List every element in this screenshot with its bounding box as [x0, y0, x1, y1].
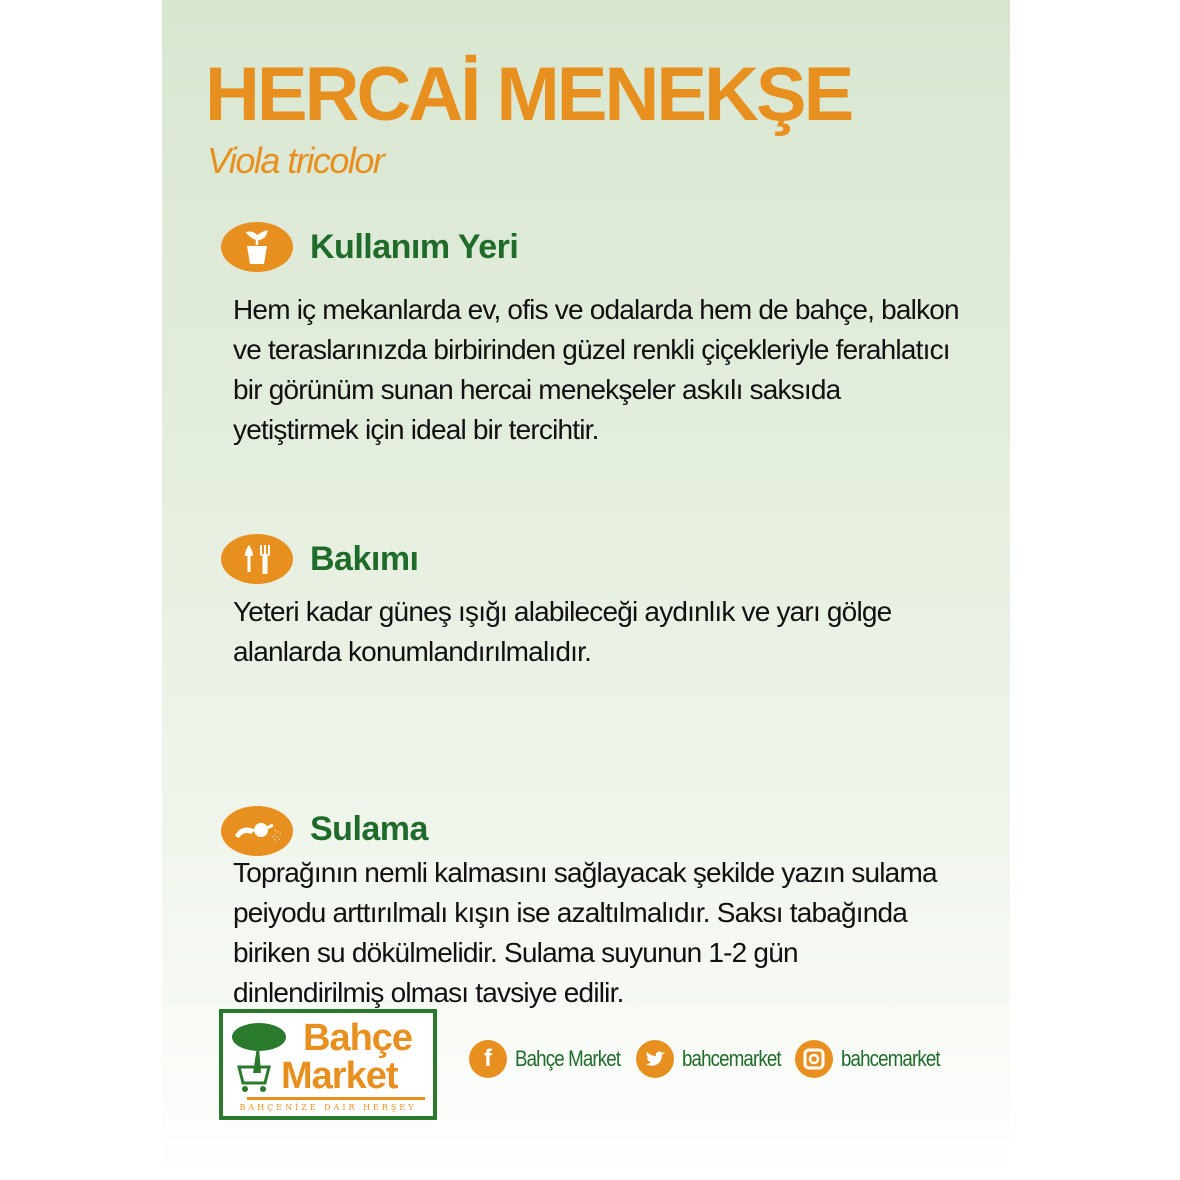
bahce-market-logo: [219, 1009, 437, 1120]
facebook-link[interactable]: [469, 1040, 639, 1078]
watering-icon: [221, 806, 293, 856]
logo-divider: [247, 1097, 425, 1100]
logo-text-bahce: Bahçe: [303, 1017, 413, 1059]
plant-pot-icon: [221, 222, 293, 272]
garden-tools-icon: [221, 534, 293, 584]
text-line: Hem iç mekanlarda ev, ofis ve odalarda hem de bahçe, balkon: [233, 294, 959, 325]
twitter-handle: bahcemarket: [682, 1046, 781, 1071]
twitter-link[interactable]: [636, 1040, 798, 1078]
text-line: Yeteri kadar güneş ışığı alabileceği aydınlık ve yarı gölge: [233, 596, 892, 627]
instagram-handle: bahcemarket: [841, 1046, 940, 1071]
text-line: Toprağının nemli kalmasını sağlayacak şekilde yazın sulama: [233, 857, 937, 888]
usage-text: [233, 290, 959, 450]
section-heading-care: Bakımı: [310, 540, 419, 578]
text-line: dinlendirilmiş olması tavsiye edilir.: [233, 977, 624, 1008]
facebook-icon: f: [469, 1040, 507, 1078]
text-line: ve teraslarınızda birbirinden güzel renkli çiçekleriyle ferahlatıcı: [233, 334, 950, 365]
tree-cart-icon: [229, 1019, 289, 1095]
logo-text-market: Market: [281, 1055, 398, 1097]
instagram-link[interactable]: [795, 1040, 957, 1078]
logo-tagline: BAHÇENİZE DAİR HERŞEY: [239, 1103, 417, 1112]
text-line: biriken su dökülmelidir. Sulama suyunun 1-2 gün: [233, 937, 798, 968]
watering-text: [233, 853, 937, 1013]
facebook-handle: Bahçe Market: [515, 1046, 621, 1071]
text-line: peiyodu arttırılmalı kışın ise azaltılmalıdır. Saksı tabağında: [233, 897, 908, 928]
text-line: alanlarda konumlandırılmalıdır.: [233, 636, 592, 667]
section-heading-usage: Kullanım Yeri: [310, 228, 519, 266]
text-line: yetiştirmek için ideal bir tercihtir.: [233, 414, 599, 445]
twitter-icon: [636, 1040, 674, 1078]
latin-name: Viola tricolor: [207, 140, 384, 181]
page-title: HERCAİ MENEKŞE: [205, 52, 852, 137]
care-text: [233, 592, 891, 672]
text-line: bir görünüm sunan hercai menekşeler askılı saksıda: [233, 374, 841, 405]
instagram-icon: [795, 1040, 833, 1078]
section-heading-watering: Sulama: [310, 810, 428, 848]
